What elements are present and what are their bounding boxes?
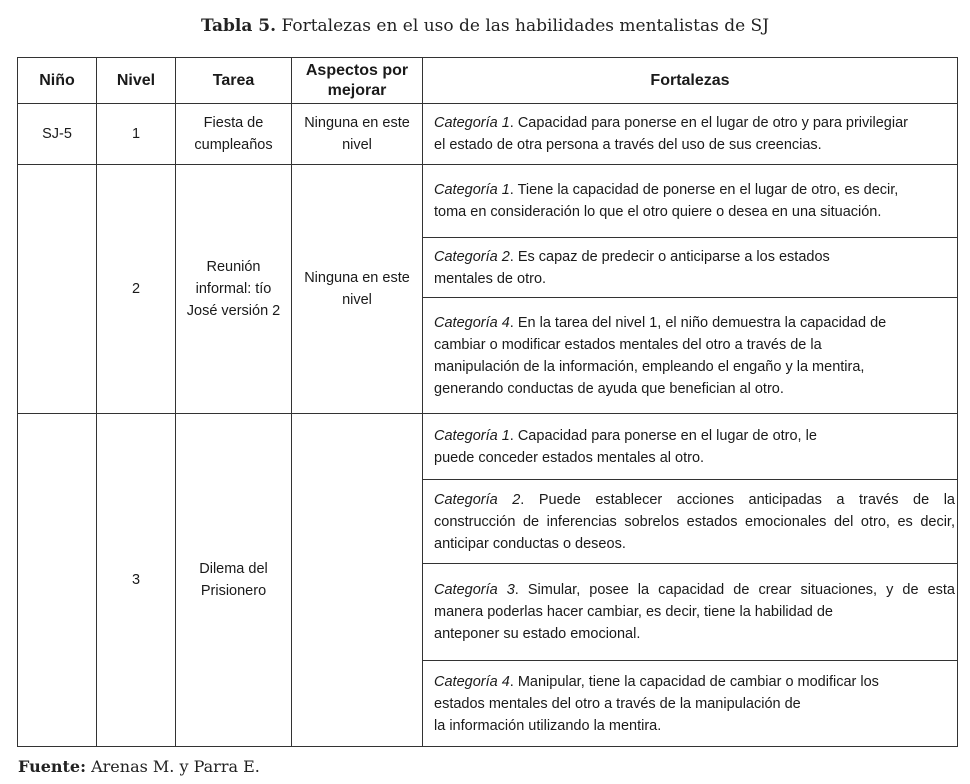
category-label: Categoría 1	[434, 427, 510, 444]
category-label: Categoría 2	[434, 491, 521, 508]
category-label: Categoría 3	[434, 582, 515, 598]
cell-fortaleza	[423, 238, 958, 298]
cell-fortaleza	[423, 414, 958, 480]
cell-nivel: 3	[97, 414, 176, 747]
cell-tarea: Dilema del Prisionero	[176, 414, 292, 747]
header-row	[18, 58, 958, 104]
fortaleza-line: el estado de otra persona a través del uso de sus creencias.	[434, 137, 822, 153]
cell-nivel: 1	[97, 104, 176, 165]
fortaleza-line	[434, 246, 957, 268]
cell-fortaleza	[423, 298, 958, 414]
fortaleza-line	[434, 425, 957, 447]
table-row	[18, 104, 958, 165]
fortaleza-line: puede conceder estados mentales al otro.	[434, 449, 705, 466]
fortaleza-line	[434, 112, 957, 134]
category-label: Categoría 1	[434, 182, 510, 198]
header-nivel: Nivel	[97, 58, 176, 104]
cell-fortaleza	[423, 661, 958, 747]
fortaleza-line: generando conductas de ayuda que benefician al otro.	[434, 380, 784, 397]
fortaleza-text: . Manipular, tiene la capacidad de cambiar o modificar los	[509, 673, 879, 690]
category-label: Categoría 4	[434, 673, 510, 690]
fortaleza-text: . En la tarea del nivel 1, el niño demuestra la capacidad de	[509, 314, 887, 331]
fortaleza-line	[434, 489, 957, 511]
fortaleza-line	[434, 179, 957, 201]
fortaleza-text: . Capacidad para ponerse en el lugar de otro, le	[509, 427, 817, 444]
header-aspectos: Aspectos por mejorar	[292, 58, 423, 104]
fortaleza-line	[434, 579, 957, 601]
fortaleza-line: toma en consideración lo que el otro quiere o desea en una situación.	[434, 204, 882, 220]
category-label: Categoría 4	[434, 314, 510, 331]
cell-nivel: 2	[97, 165, 176, 414]
cell-nino	[18, 414, 97, 747]
header-nino: Niño	[18, 58, 97, 104]
fortaleza-line: anticipar conductas o deseos.	[434, 535, 626, 552]
fortaleza-text: . Capacidad para ponerse en el lugar de otro y para privilegiar	[509, 115, 908, 131]
category-label: Categoría 1	[434, 115, 510, 131]
category-label: Categoría 2	[434, 248, 510, 265]
fortaleza-line: anteponer su estado emocional.	[434, 626, 641, 642]
fortaleza-text: . Simular, posee la capacidad de crear situaciones, y de esta	[514, 582, 955, 598]
fortaleza-line: mentales de otro.	[434, 270, 547, 287]
header-fortalezas: Fortalezas	[423, 58, 958, 104]
cell-nino	[18, 165, 97, 414]
cell-fortaleza	[423, 165, 958, 238]
cell-tarea: Reunión informal: tío José versión 2	[176, 165, 292, 414]
cell-aspectos: Ninguna en este nivel	[292, 165, 423, 414]
cell-fortaleza	[423, 480, 958, 564]
fortaleza-line: manipulación de la información, empleando el engaño y la mentira,	[434, 358, 865, 375]
cell-aspectos: Ninguna en este nivel	[292, 104, 423, 165]
fortaleza-text: . Puede establecer acciones anticipadas a través de la	[520, 491, 955, 508]
fortaleza-line: construcción de inferencias sobrelos estados emocionales del otro, es decir,	[434, 513, 955, 530]
fortaleza-line: cambiar o modificar estados mentales del otro a través de la	[434, 336, 822, 353]
header-tarea: Tarea	[176, 58, 292, 104]
cell-nino: SJ-5	[18, 104, 97, 165]
fortaleza-line: estados mentales del otro a través de la manipulación de	[434, 695, 801, 712]
table-title: Tabla 5. Fortalezas en el uso de las habilidades mentalistas de SJ	[200, 16, 770, 36]
table-row	[18, 165, 958, 238]
cell-tarea: Fiesta de cumpleaños	[176, 104, 292, 165]
source-note: Fuente: Arenas M. y Parra E.	[18, 757, 260, 776]
cell-aspectos	[292, 414, 423, 747]
strengths-table	[17, 57, 958, 747]
fortaleza-text: . Tiene la capacidad de ponerse en el lugar de otro, es decir,	[509, 182, 899, 198]
cell-fortaleza	[423, 104, 958, 165]
fortaleza-line	[434, 312, 957, 334]
cell-fortaleza	[423, 564, 958, 661]
fortaleza-text: . Es capaz de predecir o anticiparse a los estados	[509, 248, 830, 265]
fortaleza-line	[434, 671, 957, 693]
fortaleza-line: la información utilizando la mentira.	[434, 717, 662, 734]
table-row	[18, 414, 958, 480]
fortaleza-line: manera poderlas hacer cambiar, es decir, tiene la habilidad de	[434, 604, 833, 620]
